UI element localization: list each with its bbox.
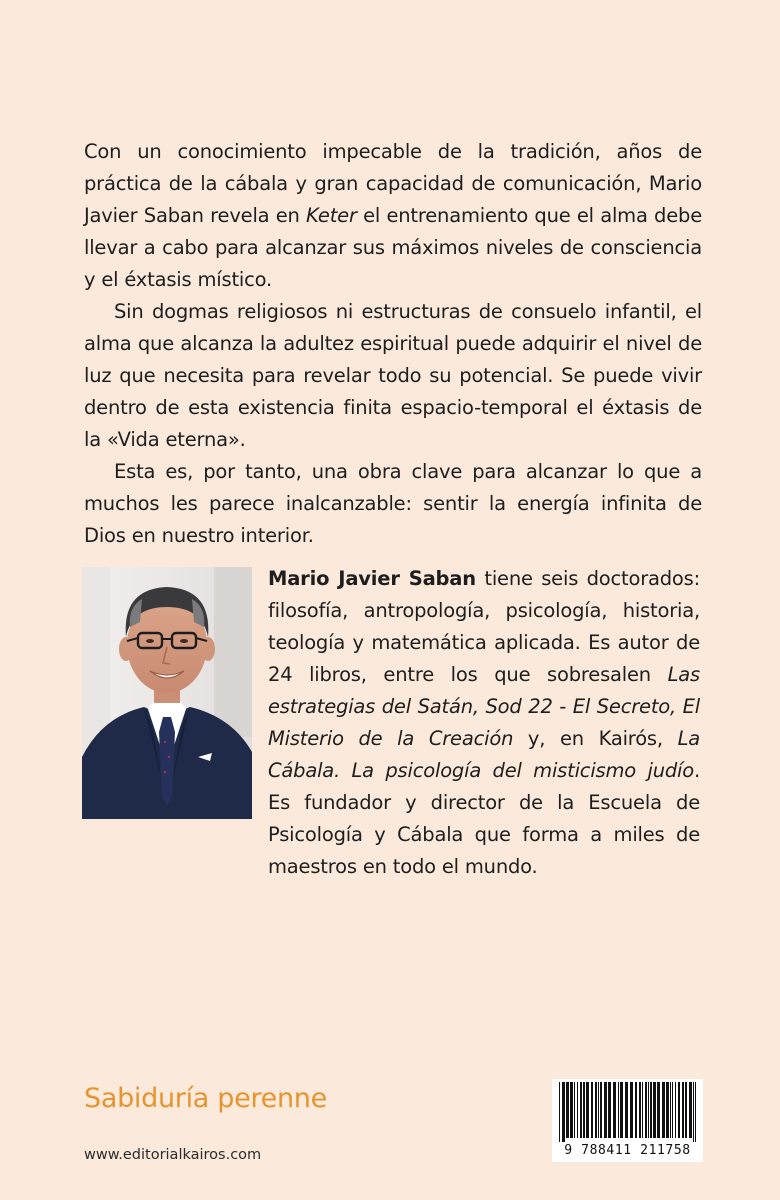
barcode-bar	[642, 1082, 643, 1138]
barcode-bar	[693, 1082, 694, 1142]
blurb-paragraph-3: Esta es, por tanto, una obra clave para alcanzar lo que a muchos les parece inalcanzable: sentir la energía infinita de Dios en nuestro interior.	[84, 460, 702, 547]
isbn-barcode	[552, 1079, 703, 1162]
barcode-bar	[670, 1082, 671, 1138]
barcode-bar	[648, 1082, 649, 1138]
barcode-bar	[595, 1082, 597, 1138]
barcode-bar	[650, 1082, 652, 1138]
barcode-bar	[625, 1082, 628, 1138]
barcode-bar	[666, 1082, 669, 1138]
barcode-bar	[591, 1082, 593, 1138]
barcode-bar	[695, 1082, 696, 1142]
barcode-bar	[682, 1082, 684, 1138]
barcode-bar	[657, 1082, 660, 1138]
barcode-bar	[672, 1082, 673, 1138]
barcode-bar	[562, 1082, 565, 1142]
book-title: Keter	[306, 204, 357, 227]
barcode-bar	[618, 1082, 619, 1138]
barcode-bar	[620, 1082, 623, 1138]
barcode-bar	[689, 1082, 692, 1138]
isbn-number: 9 788411 211758	[564, 1143, 691, 1158]
blurb-paragraph-1: Con un conocimiento impecable de la tradición, años de práctica de la cábala y gran capacidad de comunicación, Mario Javier Saban revela en Keter el entrenamiento que el alma debe llevar a cabo para alcanzar sus máximos niveles de consciencia y el éxtasis místico.	[84, 140, 702, 291]
barcode-bars	[555, 1082, 700, 1142]
barcode-bar	[577, 1082, 578, 1138]
barcode-bar	[583, 1082, 585, 1138]
barcode-bar	[635, 1082, 637, 1138]
barcode-bar	[685, 1082, 687, 1138]
barcode-bar	[574, 1082, 575, 1138]
barcode-bar	[598, 1082, 599, 1138]
barcode-bar	[600, 1082, 602, 1138]
barcode-bar	[678, 1082, 680, 1138]
back-cover-blurb	[84, 136, 702, 552]
barcode-bar	[604, 1082, 607, 1138]
barcode-bar	[645, 1082, 647, 1138]
barcode-bar	[613, 1082, 616, 1138]
barcode-bar	[608, 1082, 611, 1138]
barcode-bar	[675, 1082, 676, 1138]
publisher-website[interactable]: www.editorialkairos.com	[84, 1147, 262, 1163]
author-photo	[82, 567, 252, 819]
barcode-bar	[639, 1082, 641, 1138]
barcode-bar	[559, 1082, 560, 1142]
blurb-paragraph-2: Sin dogmas religiosos ni estructuras de consuelo infantil, el alma que alcanza la adultez espiritual puede adquirir el nivel de luz que necesita para revelar todo su potencial. Se puede vivir dentro de esta existencia finita espacio-temporal el éxtasis de la «Vida eterna».	[84, 300, 702, 451]
collection-name: Sabiduría perenne	[84, 1083, 327, 1114]
barcode-bar	[586, 1082, 589, 1138]
kairos-book-title: La Cábala. La psicología del misticismo judío	[268, 727, 701, 782]
barcode-bar	[570, 1082, 573, 1138]
author-bio: Mario Javier Saban tiene seis doctorados: filosofía, antropología, psicología, historia, teología y matemática aplicada. Es autor de 24 libros, entre los que sobresalen Las estrategias del Satán, Sod 22 - El Secreto, El Misterio de la Creación y, en Kairós, La Cábala. La psicología del misticismo judío. Es fundador y director de la Escuela de Psicología y Cábala que forma a miles de maestros en todo el mundo.	[268, 567, 701, 878]
barcode-bar	[630, 1082, 633, 1138]
barcode-bar	[580, 1082, 582, 1138]
barcode-bar	[662, 1082, 665, 1138]
barcode-bar	[653, 1082, 656, 1138]
author-name: Mario Javier Saban	[268, 567, 476, 590]
book-titles: Las estrategias del Satán, Sod 22 - El Secreto, El Misterio de la Creación	[268, 663, 700, 750]
barcode-bar	[566, 1082, 569, 1138]
